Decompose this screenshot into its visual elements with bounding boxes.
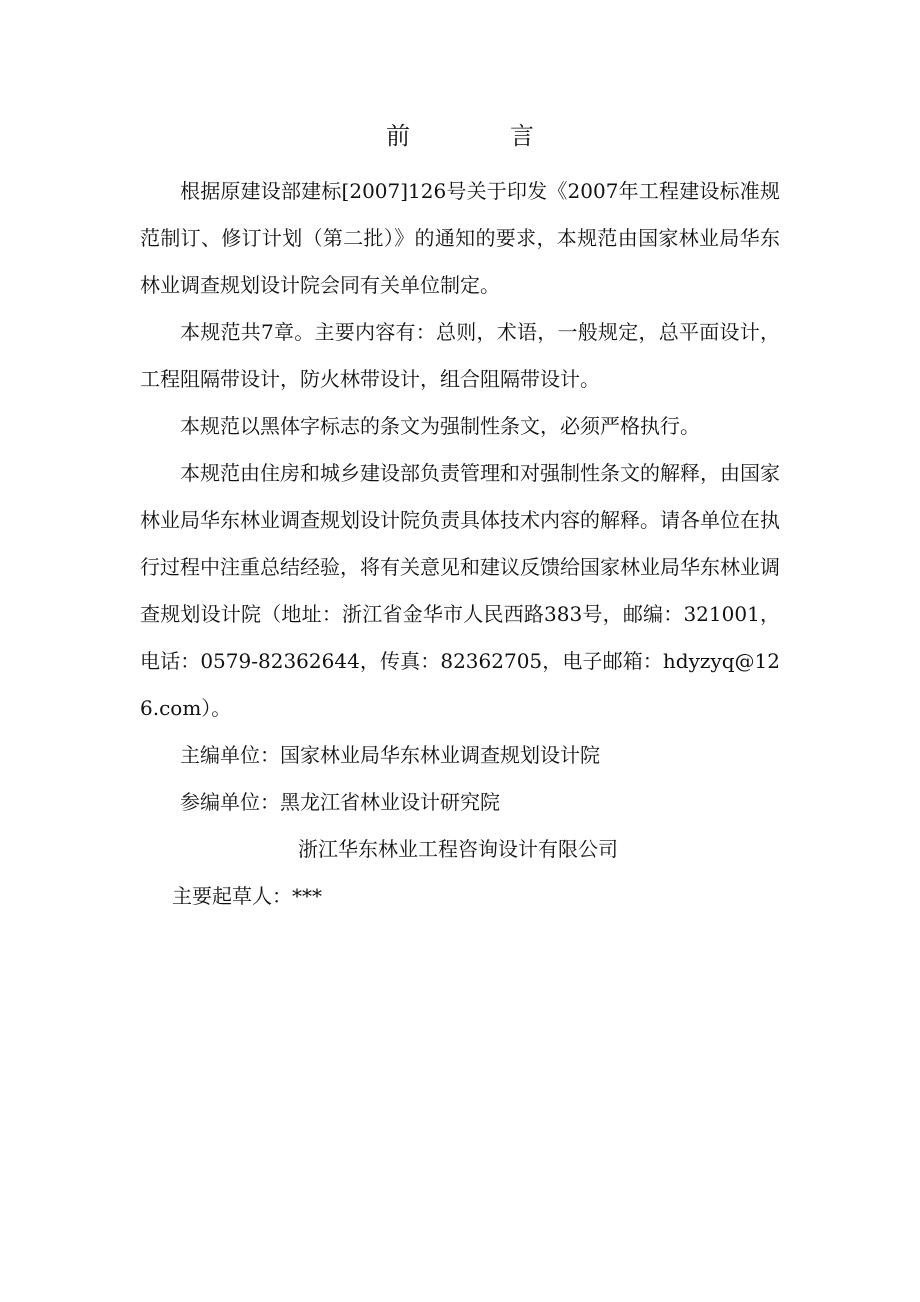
main-drafters: 主要起草人：*** — [172, 884, 322, 908]
chief-editing-unit: 主编单位：国家林业局华东林业调查规划设计院 — [180, 743, 600, 767]
paragraph-basis: 根据原建设部建标[2007]126号关于印发《2007年工程建设标准规范制订、修订计划（第二批）》的通知的要求，本规范由国家林业局华东林业调查规划设计院会同有关单位制定。 — [140, 179, 780, 297]
paragraph-management: 本规范由住房和城乡建设部负责管理和对强制性条文的解释，由国家林业局华东林业调查规划设计院负责具体技术内容的解释。请各单位在执行过程中注重总结经验，将有关意见和建议反馈给国家林业局华东林业调查规划设计院（地址：浙江省金华市人民西路383号，邮编：321001，电话：0579-82362644，传真：82362705，电子邮箱：hdyzyq@126.com）。 — [140, 461, 780, 720]
participating-unit: 参编单位：黑龙江省林业设计研究院 — [180, 790, 500, 814]
participating-unit-continued: 浙江华东林业工程咨询设计有限公司 — [298, 837, 618, 861]
paragraph-mandatory: 本规范以黑体字标志的条文为强制性条文，必须严格执行。 — [180, 414, 700, 438]
title-char-1: 前 — [386, 122, 410, 150]
document-body — [140, 168, 780, 920]
paragraph-content: 本规范共7章。主要内容有：总则，术语，一般规定，总平面设计，工程阻隔带设计，防火林带设计，组合阻隔带设计。 — [140, 320, 780, 391]
page-title — [0, 118, 920, 154]
title-char-2: 言 — [510, 122, 534, 150]
